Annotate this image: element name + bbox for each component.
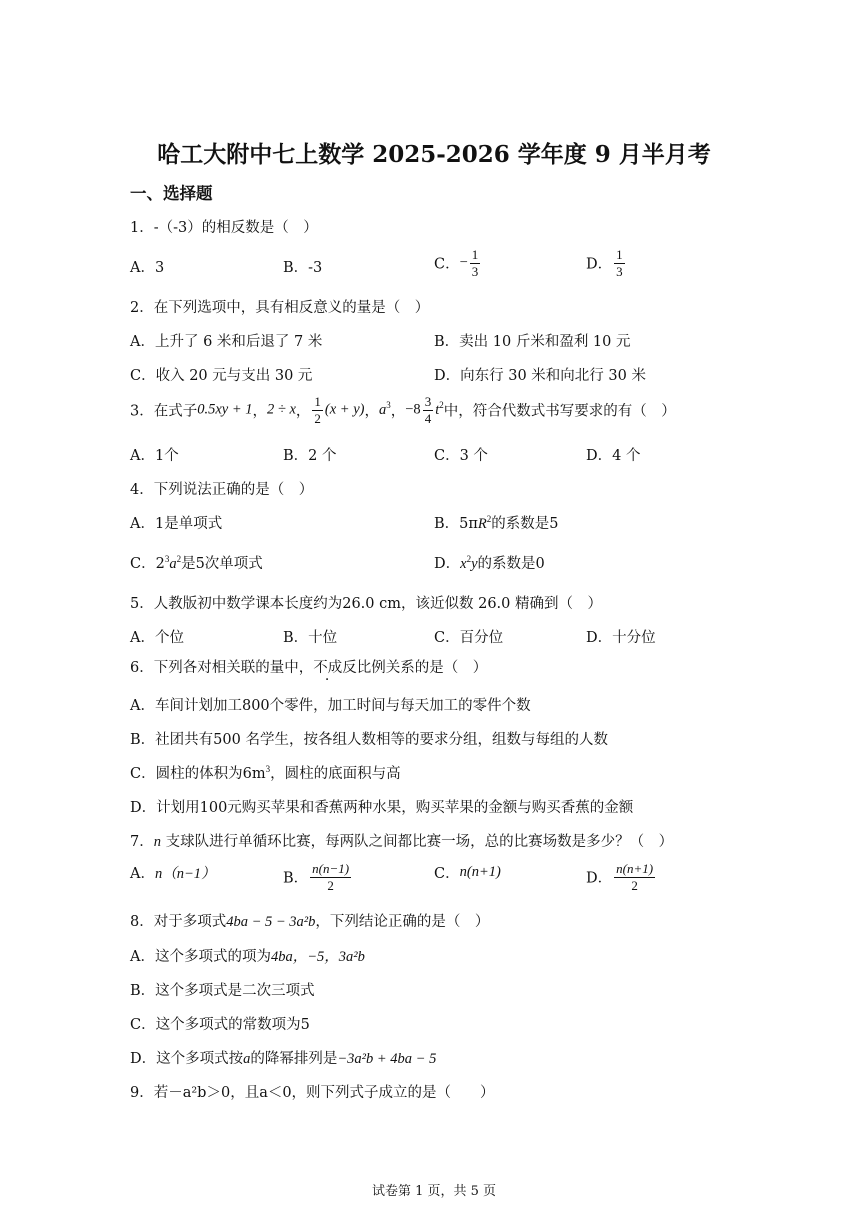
q8-option-c: C．这个多项式的常数项为5 <box>130 1017 310 1033</box>
page-footer: 试卷第 1 页，共 5 页 <box>371 1184 497 1199</box>
question-9-stem: 9．若－a²b＞0，且a＜0，则下列式子成立的是（ ） <box>130 1085 495 1101</box>
q3-option-d: D．4 个 <box>586 448 641 464</box>
q5-option-a: A．个位 <box>130 630 184 646</box>
q4-option-c: C．$2^3a^2$是5次单项式 <box>130 554 263 572</box>
question-5-stem: 5．人教版初中数学课本长度约为26.0 cm，该近似数 26.0 精确到（ ） <box>130 596 602 612</box>
q1-option-b: B．-3 <box>283 260 323 276</box>
q2-option-c: C．收入 20 元与支出 30 元 <box>130 368 313 384</box>
q6-option-b: B．社团共有500 名学生，按各组人数相等的要求分组，组数与每组的人数 <box>130 732 608 748</box>
q2-option-a: A．上升了 6 米和后退了 7 米 <box>130 334 323 350</box>
question-2-stem: 2．在下列选项中，具有相反意义的量是（ ） <box>130 300 430 316</box>
q7-option-d: D． $\frac{n(n+1)}{2}$ <box>586 861 654 893</box>
question-1-stem: 1．-（-3）的相反数是（ ） <box>130 220 318 236</box>
q3-option-c: C．3 个 <box>434 448 488 464</box>
q6-option-a: A．车间计划加工800个零件，加工时间与每天加工的零件个数 <box>130 698 531 714</box>
q7-option-b: B． $\frac{n(n-1)}{2}$ <box>283 861 350 893</box>
q1-option-a: A．3 <box>130 260 165 276</box>
question-4-stem: 4．下列说法正确的是（ ） <box>130 482 314 498</box>
q7-option-c: C．n(n+1) <box>434 864 501 882</box>
question-8-stem: 8．对于多项式4ba − 5 − 3a²b，下列结论正确的是（ ） <box>130 914 490 930</box>
q4-option-b: B．$5\pi R^2$的系数是5 <box>434 514 559 532</box>
q6-option-d: D．计划用100元购买苹果和香蕉两种水果，购买苹果的金额与购买香蕉的金额 <box>130 800 634 816</box>
q7-option-a: A．n（n−1） <box>130 866 216 882</box>
q3-option-b: B．2 个 <box>283 448 337 464</box>
q5-option-d: D．十分位 <box>586 630 656 646</box>
q2-option-d: D．向东行 30 米和向北行 30 米 <box>434 368 646 384</box>
q4-option-d: D．$x^2y$的系数是0 <box>434 554 545 572</box>
q2-option-b: B．卖出 10 斤米和盈利 10 元 <box>434 334 631 350</box>
question-6-stem: 6．下列各对相关联的量中，不成反比例关系的是（ ） <box>130 660 488 676</box>
emphasis-marked-text: 不成 <box>313 660 343 676</box>
q6-option-c: C．圆柱的体积为$6m^3$，圆柱的底面积与高 <box>130 764 401 782</box>
q8-option-b: B．这个多项式是二次三项式 <box>130 983 315 999</box>
q1-option-c: C．− $\frac{1}{3}$ <box>434 247 479 279</box>
section-heading: 一、选择题 <box>130 184 213 203</box>
q1-option-d: D． $\frac{1}{3}$ <box>586 247 623 279</box>
q8-option-d: D．这个多项式按a的降幂排列是−3a²b + 4ba − 5 <box>130 1051 437 1067</box>
q4-option-a: A．1是单项式 <box>130 516 223 532</box>
question-7-stem: 7．n 支球队进行单循环比赛，每两队之间都比赛一场，总的比赛场数是多少？（ ） <box>130 834 674 850</box>
q5-option-b: B．十位 <box>283 630 338 646</box>
q5-option-c: C．百分位 <box>434 630 504 646</box>
page-title: 哈工大附中七上数学 2025-2026 学年度 9 月半月考 <box>157 141 711 168</box>
question-3-stem: 3．在式子0.5xy + 1，2 ÷ x， $\frac{1}{2}$ (x + y)，$a^3$，−8 $\frac{3}{4}$ $t^2$中，符合代数式书写要求的有（ ） <box>130 394 676 426</box>
q8-option-a: A．这个多项式的项为4ba，−5，3a²b <box>130 949 365 965</box>
q3-option-a: A．1个 <box>130 448 179 464</box>
